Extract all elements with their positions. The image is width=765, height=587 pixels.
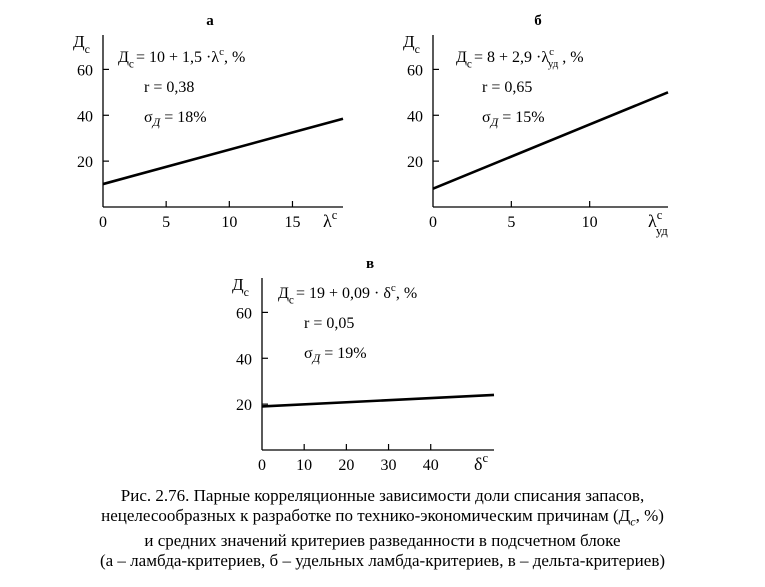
x-tick-label: 0 [99,214,107,231]
x-tick-label: 20 [338,457,355,474]
y-tick-label: 40 [236,351,252,369]
y-tick-label: 20 [236,397,252,415]
x-axis-label: $\lambda^с$ [323,207,338,231]
x-tick-label: 40 [422,457,439,474]
y-tick-label: 20 [77,154,93,172]
x-tick-label: 0 [429,214,437,231]
standard-deviation: $\sigma_Д = 19\%$ [304,345,367,365]
regression-line [433,92,668,188]
caption-line-3: и средних значений критериев разведанности в подсчетном блоке [144,531,621,551]
y-axis-label: $Д_с$ [403,32,420,56]
correlation-coefficient: r = 0,65 [482,79,533,96]
caption-line-1: Рис. 2.76. Парные корреляционные зависимости доли списания запасов, [120,486,645,505]
x-tick-label: 15 [284,214,301,231]
y-tick-label: 60 [77,62,93,80]
x-tick-label: 10 [296,457,313,474]
caption-line-4: (а – ламбда-критериев, б – удельных ламбда-критериев, в – дельта-критериев) [99,551,666,571]
regression-line [103,119,343,184]
panel-label: а [206,13,214,29]
correlation-coefficient: r = 0,05 [304,315,355,332]
panel-label: б [534,13,542,29]
equation-rhs: = $10 + 1,5 \cdot\lambda^с$, % [136,46,246,66]
chart-panel-3 [232,256,494,474]
equation-lhs: $Д_с$ [278,285,294,307]
panel-label: в [365,256,375,272]
x-tick-label: 5 [507,214,516,231]
equation-rhs: = $19 + 0,09 \cdot \delta^с$, % [296,282,418,302]
regression-line [262,395,494,406]
y-axis-label: $Д_с$ [232,275,249,299]
x-tick-label: 10 [221,214,238,231]
equation-rhs: = $8 + 2,9 \cdot\lambda^с$ уд , % [474,46,584,70]
correlation-coefficient: r = 0,38 [144,79,195,96]
standard-deviation: $\sigma_Д = 15\%$ [482,109,545,129]
chart-panel-1 [73,13,343,231]
standard-deviation: $\sigma_Д = 18\%$ [144,109,207,129]
x-axis-label: $\delta^с$ [474,450,489,474]
y-tick-label: 20 [407,154,423,172]
chart-panel-2 [403,13,668,238]
equation-lhs: $Д_с$ [456,49,472,71]
x-tick-label: 10 [581,214,598,231]
x-tick-label: 5 [162,214,171,231]
x-axis-label: $\lambda^с$ уд [648,207,668,239]
x-tick-label: 0 [258,457,266,474]
y-tick-label: 60 [407,62,423,80]
equation-lhs: $Д_с$ [118,49,134,71]
y-tick-label: 60 [236,305,252,323]
y-axis-label: $Д_с$ [73,32,90,56]
caption-line-2: нецелесообразных к разработке по технико-экономическим причинам ($Д_c$, %) [101,506,664,529]
x-tick-label: 30 [380,457,397,474]
figure-caption [0,486,765,571]
y-tick-label: 40 [77,108,93,126]
y-tick-label: 40 [407,108,423,126]
